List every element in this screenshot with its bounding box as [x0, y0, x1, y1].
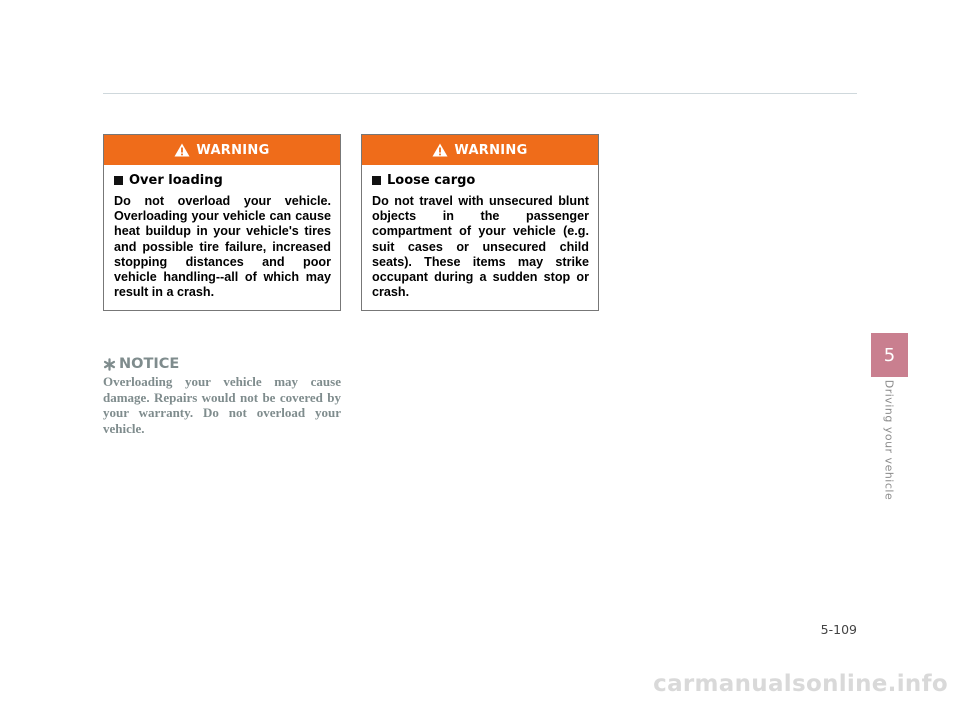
- notice-title-text: NOTICE: [119, 356, 180, 372]
- square-bullet-icon: [114, 176, 123, 185]
- page-number: 5-109: [820, 622, 857, 637]
- watermark: carmanualsonline.info: [653, 671, 948, 697]
- warning-box-overloading: [103, 134, 341, 311]
- warning-title-text: Loose cargo: [387, 173, 476, 188]
- notice-title: [103, 356, 341, 372]
- notice-section: [103, 356, 341, 436]
- warning-title: [114, 173, 331, 188]
- chapter-label: Driving your vehicle: [882, 379, 896, 501]
- warning-header-label: WARNING: [454, 142, 528, 158]
- warning-text: Do not travel with unsecured blunt objects in the passenger compartment of your vehicle (e.g. suit cases or unsecured child seats). These items may strike occupant during a sudden stop or crash.: [372, 194, 589, 300]
- warning-triangle-icon: [174, 143, 190, 157]
- square-bullet-icon: [372, 176, 381, 185]
- top-rule: [103, 93, 857, 94]
- warning-header-label: WARNING: [196, 142, 270, 158]
- chapter-number: 5: [883, 344, 896, 366]
- warning-box-loose-cargo: [361, 134, 599, 311]
- warning-text: Do not overload your vehicle. Overloading your vehicle can cause heat buildup in your vehicle's tires and possible tire failure, increased stopping distances and poor vehicle handling--all of which may result in a crash.: [114, 194, 331, 300]
- warning-triangle-icon: [432, 143, 448, 157]
- notice-text: Overloading your vehicle may cause damage. Repairs would not be covered by your warranty. Do not overload your vehicle.: [103, 374, 341, 436]
- warning-header: [362, 135, 598, 165]
- warning-header: [104, 135, 340, 165]
- warning-title-text: Over loading: [129, 173, 223, 188]
- chapter-tab: [871, 333, 908, 377]
- notice-star-icon: [103, 358, 116, 371]
- warning-title: [372, 173, 589, 188]
